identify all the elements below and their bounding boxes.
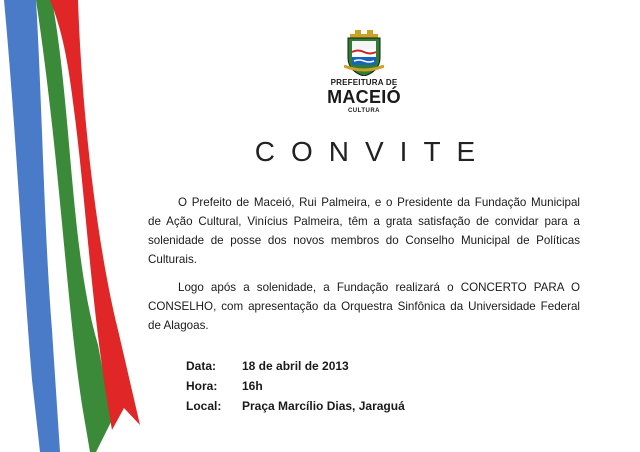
date-value: 18 de abril de 2013 (242, 359, 349, 373)
page-title: CONVITE (254, 136, 492, 167)
maceio-coat-of-arms-icon (344, 30, 384, 76)
event-details (186, 356, 405, 416)
time-value: 16h (242, 379, 263, 393)
time-label: Hora: (186, 379, 218, 393)
org-line3: CULTURA (347, 108, 381, 114)
place-label: Local: (186, 399, 222, 413)
invitation-paragraph-2: Logo após a solenidade, a Fundação realizará o CONCERTO PARA O CONSELHO, com apresentação da Orquestra Sinfônica da Universidade Federal de Alagoas. (148, 281, 580, 332)
date-row (186, 356, 405, 376)
prefeitura-logo-text (300, 78, 428, 115)
org-line1: PREFEITURA DE (330, 78, 398, 87)
invitation-paragraph-1: O Prefeito de Maceió, Rui Palmeira, e o Presidente da Fundação Municipal de Ação Cultural, Vinícius Palmeira, têm a grata satisfação de convidar para a solenidade de posse dos novos membros do Conselho Municipal de Políticas Culturais. (148, 196, 580, 266)
place-row (186, 396, 405, 416)
decorative-ribbons (0, 0, 170, 452)
org-line2: MACEIÓ (327, 87, 401, 107)
date-label: Data: (186, 359, 217, 373)
place-value: Praça Marcílio Dias, Jaraguá (242, 399, 405, 413)
time-row (186, 376, 405, 396)
